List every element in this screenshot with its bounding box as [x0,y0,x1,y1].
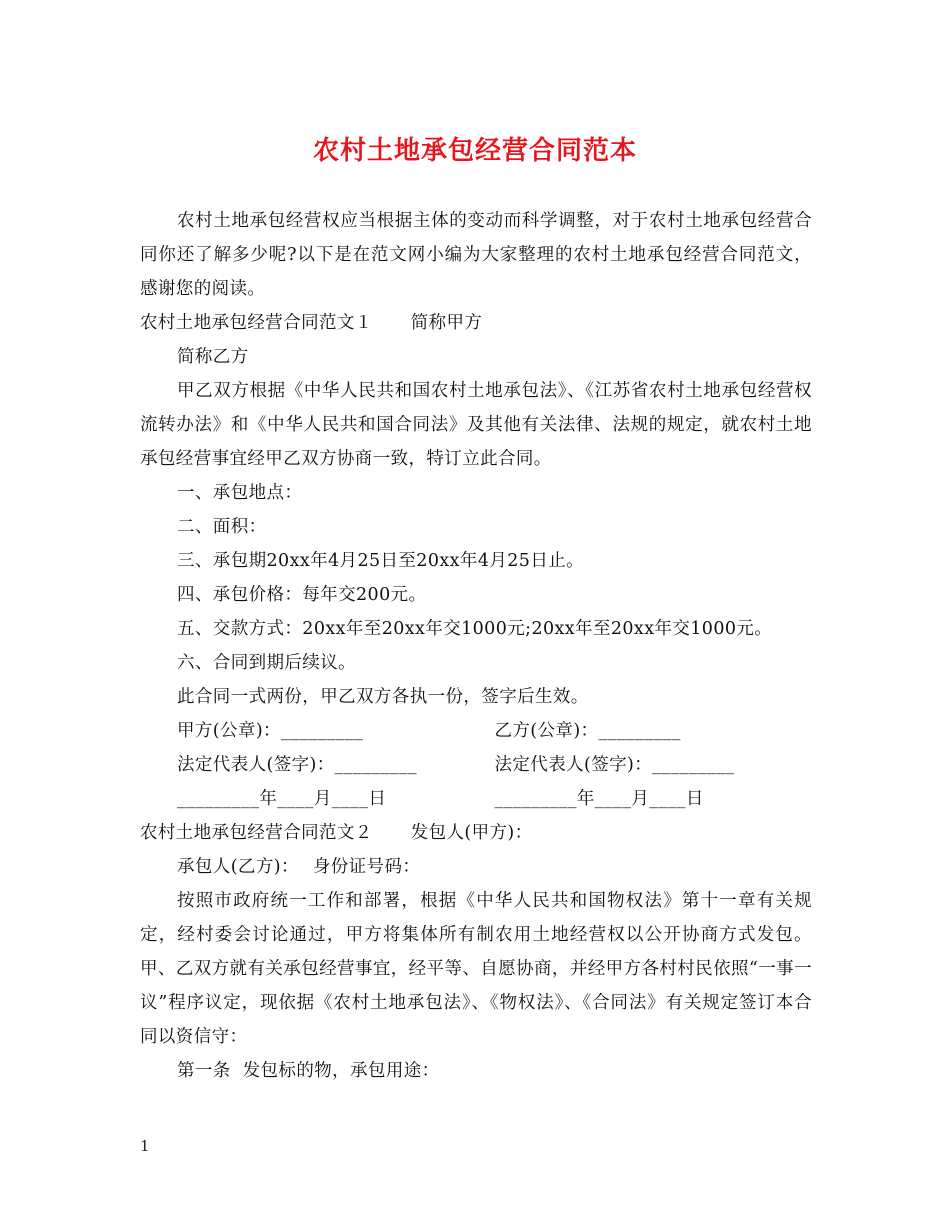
article-1: 第一条 发包标的物，承包用途： [177,1061,440,1081]
sample2-preamble: 按照市政府统一工作和部署，根据《中华人民共和国物权法》第十一章有关规定，经村委会讨论通过，甲方将集体所有制农用土地经营权以公开协商方式发包。甲、乙双方就有关承包经营事宜，经平等、自愿协商，并经甲方各村村民依照“一事一议”程序议定，现依据《农村土地承包法》、《物权法》、《合同法》有关规定签订本合同以资信守： [140,891,812,1047]
clause-6: 六、合同到期后续议。 [177,653,356,673]
sample1-preamble: 甲乙双方根据《中华人民共和国农村土地承包法》、《江苏省农村土地承包经营权流转办法》和《中华人民共和国合同法》及其他有关法律、法规的规定，就农村土地承包经营事宜经甲乙双方协商一致，特订立此合同。 [140,381,812,469]
document-body [140,204,812,1088]
intro-paragraph: 农村土地承包经营权应当根据主体的变动而科学调整，对于农村土地承包经营合同你还了解多少呢?以下是在范文网小编为大家整理的农村土地承包经营合同范文，感谢您的阅读。 [140,211,812,299]
sign-row-date [140,782,812,816]
party-a-date-field: _________年____月____日 [177,789,387,809]
clause-1: 一、承包地点： [177,483,303,503]
sample2-heading: 农村土地承包经营合同范文２ [140,823,373,843]
party-a-representative-field: 法定代表人(签字)：_________ [177,755,418,775]
id-number-label: 身份证号码： [312,857,421,877]
document-title: 农村土地承包经营合同范本 [312,136,637,166]
party-b-label: 简称乙方 [177,347,249,367]
clause-3: 三、承包期20xx年4月25日至20xx年4月25日止。 [177,551,585,571]
sign-row-seal [140,714,812,748]
issuer-label: 发包人(甲方)： [410,823,533,843]
party-a-label: 简称甲方 [410,313,483,333]
sample2-heading-line [140,816,812,850]
party-b-date-field: _________年____月____日 [494,789,704,809]
party-b-representative-field: 法定代表人(签字)：_________ [494,755,735,775]
clause-2: 二、面积： [177,517,267,537]
copies-statement: 此合同一式两份，甲乙双方各执一份，签字后生效。 [177,687,589,707]
sample1-heading-line [140,306,812,340]
sample1-heading: 农村土地承包经营合同范文１ [140,313,373,333]
page-number: 1 [140,1137,150,1155]
sign-row-representative [140,748,812,782]
party-a-seal-field: 甲方(公章)：_________ [177,721,364,741]
clause-5: 五、交款方式：20xx年至20xx年交1000元;20xx年至20xx年交1000元。 [177,619,773,639]
clause-4: 四、承包价格：每年交200元。 [177,585,427,605]
contractor-label: 承包人(乙方)： [177,857,299,877]
contractor-line [140,850,812,884]
party-b-seal-field: 乙方(公章)：_________ [494,721,681,741]
